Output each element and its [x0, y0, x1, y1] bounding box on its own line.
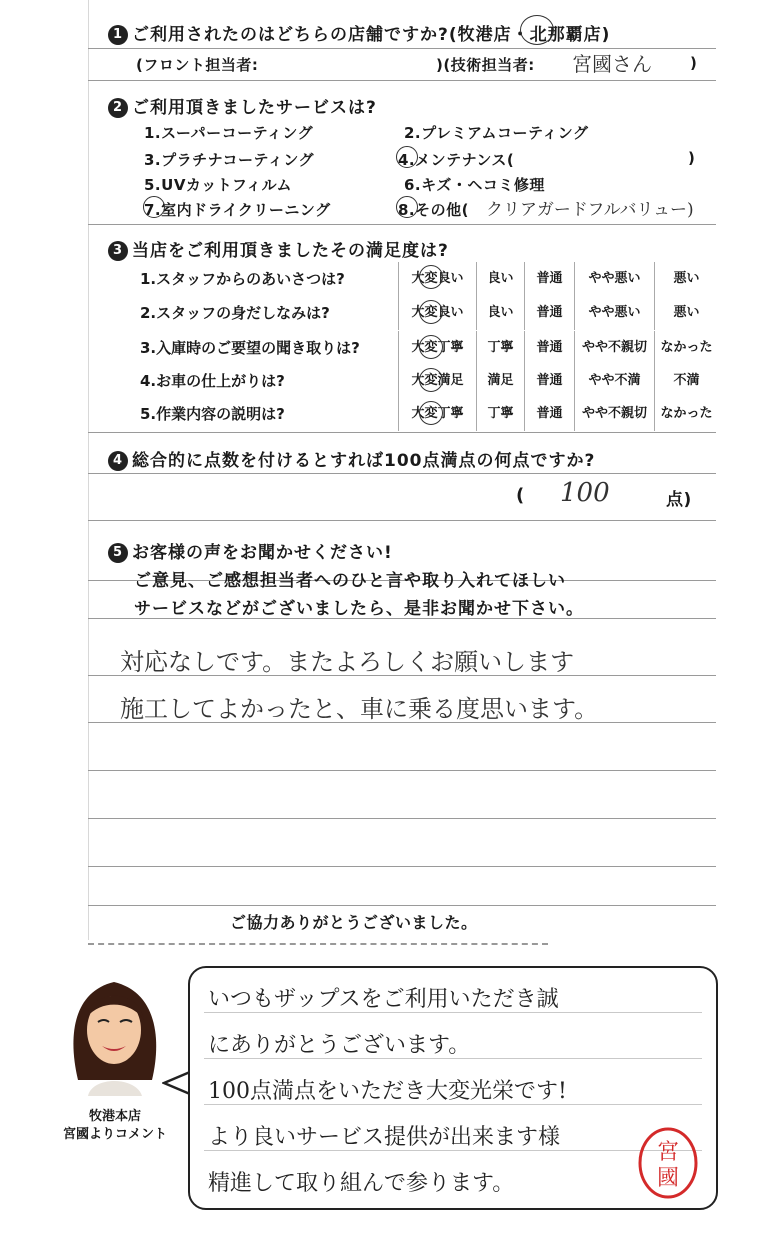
satisfaction-options [398, 397, 718, 431]
option-cell: なかった [654, 331, 718, 365]
selection-circle [396, 146, 418, 168]
question-4 [108, 446, 595, 471]
tech-staff-close: ) [690, 54, 698, 72]
question-2 [108, 93, 377, 118]
satisfaction-options [398, 364, 718, 398]
service-option: 3.プラチナコーティング [144, 151, 315, 169]
service-option: 2.プレミアムコーティング [404, 124, 589, 142]
option-cell: やや不親切 [574, 397, 654, 431]
question-text: お客様の声をお聞かせください! [132, 543, 393, 563]
option-cell: 大変丁寧 [398, 397, 476, 431]
question-number: 4 [108, 451, 128, 471]
staff-comment-line: より良いサービス提供が出来ます様 [208, 1125, 561, 1150]
selection-circle [520, 15, 554, 45]
satisfaction-options [398, 331, 718, 365]
option-cell: 大変満足 [398, 364, 476, 398]
seal-char-bottom: 國 [656, 1166, 680, 1191]
selection-circle [419, 265, 443, 289]
selection-circle [419, 368, 443, 392]
option-cell: やや不満 [574, 364, 654, 398]
option-cell: 普通 [524, 331, 574, 365]
option-cell: 良い [476, 262, 524, 296]
service-option: 8.その他( [398, 201, 469, 219]
rule-line [88, 905, 716, 906]
front-staff-label: (フロント担当者: [136, 56, 259, 74]
seal-char-top: 宮 [656, 1140, 680, 1165]
selection-circle [419, 335, 443, 359]
selection-circle [396, 196, 418, 218]
service-option: 1.スーパーコーティング [144, 124, 314, 142]
rule-line [88, 770, 716, 771]
option-cell: 悪い [654, 296, 718, 330]
staff-branch: 牧港本店 [88, 1109, 141, 1124]
question-number: 2 [108, 98, 128, 118]
question-5-line3: サービスなどがございましたら、是非お聞かせ下さい。 [134, 599, 584, 619]
rule-line [88, 520, 716, 521]
satisfaction-options [398, 296, 718, 330]
option-cell: 良い [476, 296, 524, 330]
selection-circle [419, 300, 443, 324]
question-text: 当店をご利用頂きましたその満足度は? [132, 241, 449, 261]
option-cell: 大変良い [398, 262, 476, 296]
option-cell: なかった [654, 397, 718, 431]
tech-staff-label: )(技術担当者: [436, 56, 535, 74]
staff-caption [40, 1108, 190, 1144]
option-cell: 大変良い [398, 296, 476, 330]
service-option: 6.キズ・ヘコミ修理 [404, 176, 545, 194]
selection-circle [143, 196, 165, 218]
question-text: ご利用頂きましたサービスは? [132, 98, 377, 118]
customer-comment-line: 施工してよかったと、車に乗る度思います。 [120, 695, 599, 723]
service-option: 7.室内ドライクリーニング [144, 201, 331, 219]
rule-line [88, 866, 716, 867]
rule-line [88, 473, 716, 474]
question-5 [108, 538, 393, 563]
question-5-line2: ご意見、ご感想担当者へのひと言や取り入れてほしい [134, 571, 566, 591]
question-3 [108, 236, 449, 261]
question-text: 総合的に点数を付けるとすれば100点満点の何点ですか? [132, 451, 596, 471]
margin-line [88, 0, 89, 940]
satisfaction-question: 1.スタッフからのあいさつは? [140, 270, 345, 288]
option-cell: 丁寧 [476, 331, 524, 365]
tech-staff-name: 宮國さん [572, 52, 652, 76]
other-service-text: クリアガードフルバリュー) [486, 200, 694, 220]
rule-line [88, 818, 716, 819]
staff-comment-line: にありがとうございます。 [208, 1033, 471, 1058]
staff-comment-title: 宮國よりコメント [62, 1127, 167, 1142]
staff-comment-line: 100点満点をいただき大変光栄です! [208, 1079, 567, 1104]
score-value: 100 [560, 478, 610, 508]
thanks-text: ご協力ありがとうございました。 [230, 913, 478, 932]
customer-comment-line: 対応なしです。またよろしくお願いします [120, 648, 575, 676]
service-option: 4.メンテナンス( [398, 151, 515, 169]
option-cell: 不満 [654, 364, 718, 398]
service-option: 5.UVカットフィルム [144, 176, 293, 194]
satisfaction-question: 5.作業内容の説明は? [140, 405, 285, 423]
question-number: 5 [108, 543, 128, 563]
staff-comment-line: いつもザップスをご利用いただき誠 [208, 987, 559, 1012]
option-cell: 満足 [476, 364, 524, 398]
option-cell: やや悪い [574, 262, 654, 296]
score-open: ( [516, 485, 525, 506]
rule-line [88, 432, 716, 433]
satisfaction-options [398, 262, 718, 296]
satisfaction-question: 3.入庫時のご要望の聞き取りは? [140, 339, 360, 357]
option-cell: やや不親切 [574, 331, 654, 365]
option-cell: 丁寧 [476, 397, 524, 431]
service-option-close: ) [688, 149, 696, 167]
option-cell: 大変丁寧 [398, 331, 476, 365]
staff-avatar [62, 968, 166, 1096]
option-cell: 悪い [654, 262, 718, 296]
rule-line [88, 224, 716, 225]
option-cell: 普通 [524, 397, 574, 431]
satisfaction-question: 2.スタッフの身だしなみは? [140, 304, 330, 322]
option-cell: 普通 [524, 364, 574, 398]
satisfaction-question: 4.お車の仕上がりは? [140, 372, 285, 390]
question-number: 3 [108, 241, 128, 261]
selection-circle [419, 401, 443, 425]
section-divider [88, 943, 548, 945]
option-cell: やや悪い [574, 296, 654, 330]
rule-line [88, 80, 716, 81]
score-unit: 点) [666, 490, 692, 510]
question-number: 1 [108, 25, 128, 45]
question-text: ご利用されたのはどちらの店舗ですか?(牧港店・北那覇店) [132, 25, 611, 45]
option-cell: 普通 [524, 262, 574, 296]
name-seal-stamp [636, 1125, 700, 1201]
staff-comment-line: 精進して取り組んで参ります。 [208, 1171, 515, 1196]
option-cell: 普通 [524, 296, 574, 330]
